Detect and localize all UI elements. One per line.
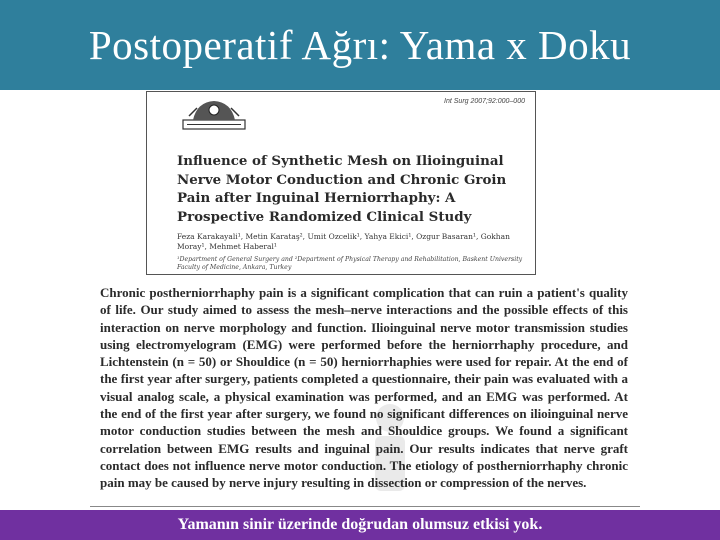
- journal-citation: Int Surg 2007;92:000–000: [444, 98, 525, 105]
- slide-title-bar: [0, 0, 720, 90]
- paper-authors: Feza Karakayali¹, Metin Karataş², Umit Ozcelik¹, Yahya Ekici¹, Ozgur Basaran¹, Gokhan Moray¹, Mehmet Haberal¹: [177, 232, 510, 251]
- paper-title: Influence of Synthetic Mesh on Ilioinguinal Nerve Motor Conduction and Chronic Groin Pain after Inguinal Herniorrhaphy: A Prospective Randomized Clinical Study: [177, 153, 507, 225]
- slide-title: Postoperatif Ağrı: Yama x Doku: [88, 22, 632, 68]
- journal-crest-icon: [179, 98, 249, 132]
- caption-bar: [0, 510, 720, 540]
- paper-abstract: Chronic postherniorrhaphy pain is a significant complication that can ruin a patient's quality of life. Our study aimed to assess the mesh–nerve interactions and the possible effects of this interaction on nerve morphology and function. Ilioinguinal nerve motor transmission studies using electromyelogram (EMG) were performed before the herniorrhaphy procedure, and Lichtenstein (n = 50) or Shouldice (n = 50) herniorrhaphies were used for repair. At the end of the first year after surgery, patients completed a questionnaire, their pain was evaluated with a visual analog scale, a physical examination was performed, and an EMG was performed. At the end of the first year after surgery, we found no significant differences on ilioinguinal nerve motor conduction studies between the mesh and Shouldice groups. We found a significant correlation between EMG results and inguinal pain. Our results indicates that nerve graft contact does not influence nerve motor conduction. The etiology of postherniorrhaphy chronic pain may be caused by nerve injury resulting in dissection or compression of the nerves.: [100, 285, 628, 491]
- paper-affiliation: ¹Department of General Surgery and ²Department of Physical Therapy and Rehabilitation, Baskent University Faculty of Medicine, Ankara, Turkey: [177, 256, 523, 271]
- slide-caption: Yamanın sinir üzerinde doğrudan olumsuz etkisi yok.: [177, 516, 543, 533]
- divider: [90, 506, 640, 507]
- paper-header-image: [146, 91, 536, 275]
